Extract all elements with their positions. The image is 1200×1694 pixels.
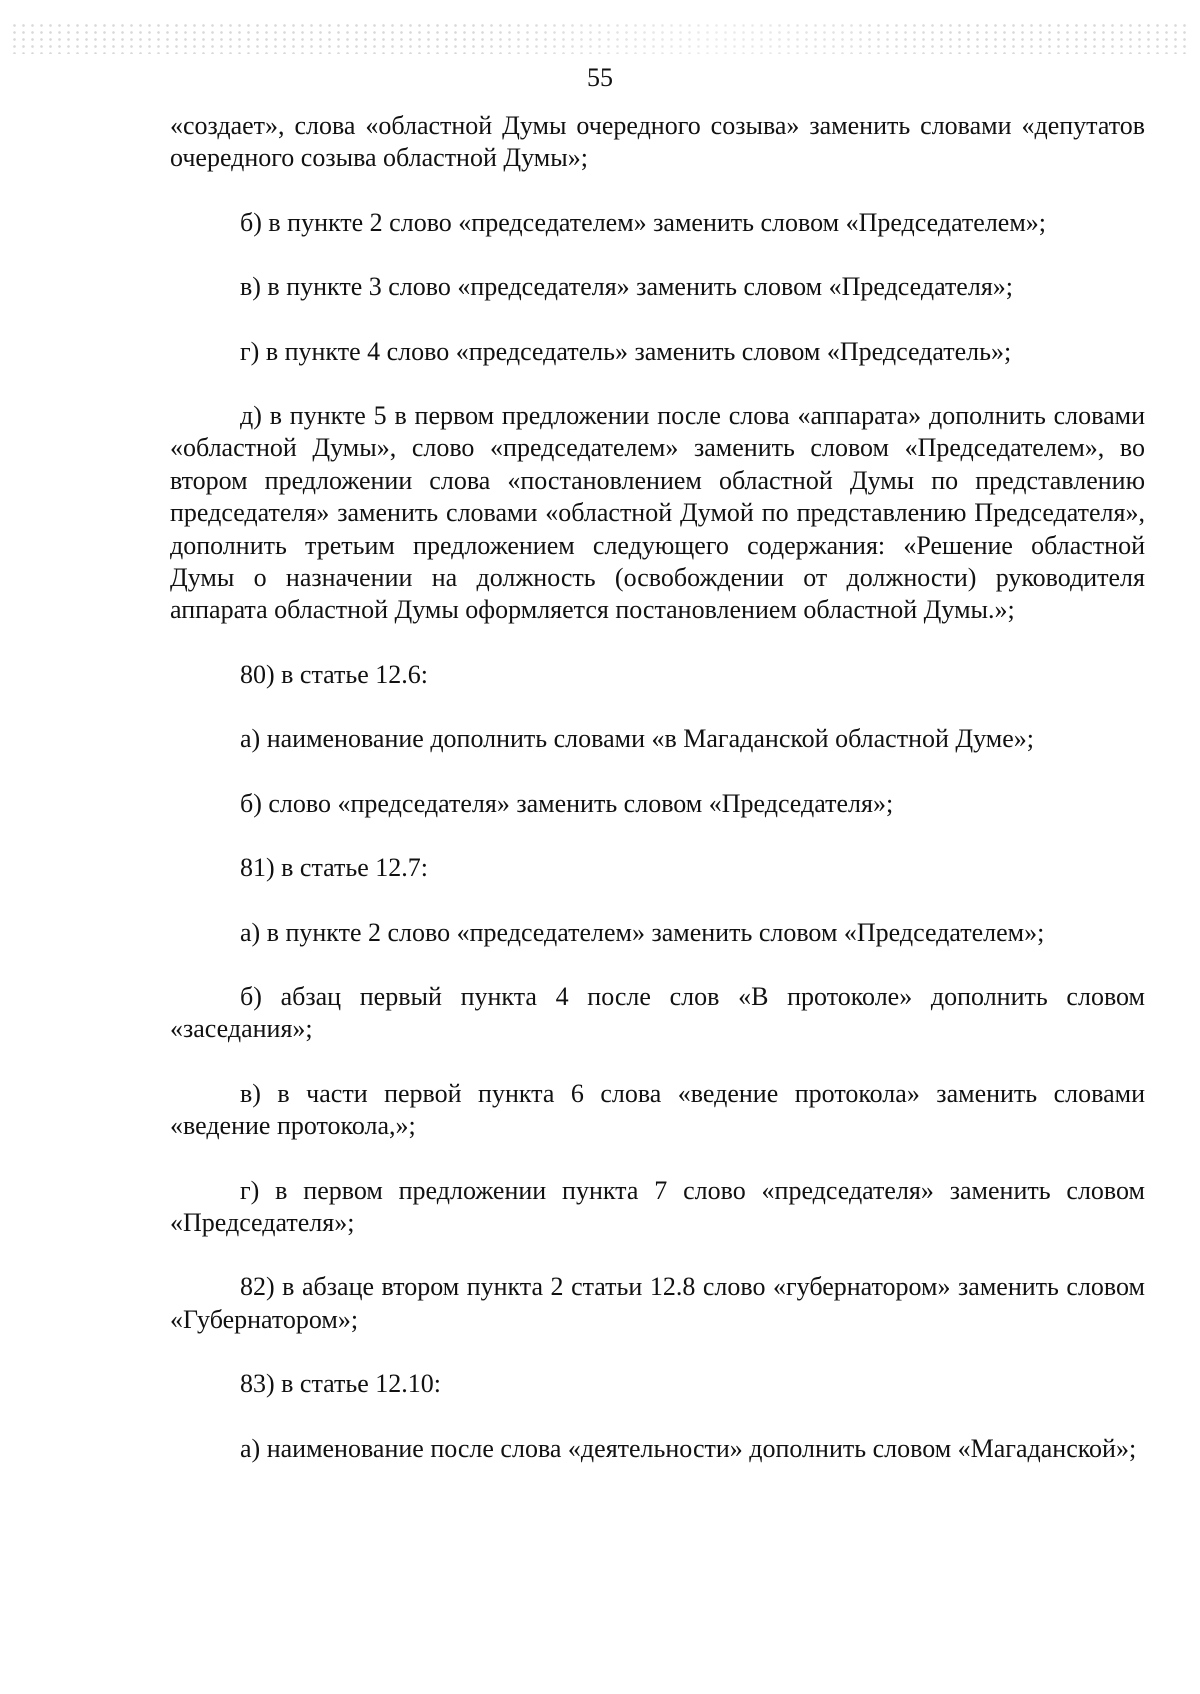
paragraph-item-81: 81) в статье 12.7:	[240, 853, 429, 883]
paragraph-item-81-b: б) абзац первый пункта 4 после слов «В протоколе» дополнить словом «заседания»;	[170, 981, 1145, 1044]
paragraph-continuation: «создает», слова «областной Думы очередного созыва» заменить словами «депутатов очередного созыва областной Думы»;	[170, 111, 1145, 173]
paragraph-item-81-a: а) в пункте 2 слово «председателем» заменить словом «Председателем»;	[240, 917, 1045, 947]
page-number: 55	[587, 63, 613, 92]
paragraph-item-80-b: б) слово «председателя» заменить словом «Председателя»;	[240, 788, 894, 818]
paragraph-item-82: 82) в абзаце втором пункта 2 статьи 12.8 слово «губернатором» заменить словом «Губернатором»;	[170, 1272, 1145, 1334]
paragraph-item-81-g: г) в первом предложении пункта 7 слово «председателя» заменить словом «Председателя»;	[170, 1175, 1145, 1237]
paragraph-item-80-a: а) наименование дополнить словами «в Магаданской областной Думе»;	[240, 724, 1035, 754]
scan-artifact-strip	[10, 22, 1190, 54]
paragraph-item-83-a: а) наименование после слова «деятельности» дополнить словом «Магаданской»;	[240, 1433, 1137, 1463]
paragraph-item-v-point-3: в) в пункте 3 слово «председателя» заменить словом «Председателя»;	[240, 272, 1014, 302]
paragraph-item-83: 83) в статье 12.10:	[240, 1369, 442, 1399]
paragraph-item-d-point-5: д) в пункте 5 в первом предложении после слова «аппарата» дополнить словами «областной Думы», слово «председателем» заменить словом «Председателем», во втором предложении слова «постановлением областной Думы по представлению председателя» заменить словами «областной Думой по представлению Председателя», дополнить третьим предложением следующего содержания: «Решение областной Думы о назначении на должность (освобождении от должности) руководителя аппарата областной Думы оформляется постановлением областной Думы.»;	[170, 401, 1145, 625]
document-body	[170, 110, 1145, 1465]
paragraph-item-80: 80) в статье 12.6:	[240, 659, 429, 689]
paragraph-item-81-v: в) в части первой пункта 6 слова «ведение протокола» заменить словами «ведение протокола,»;	[170, 1078, 1145, 1141]
paragraph-item-b-point-2: б) в пункте 2 слово «председателем» заменить словом «Председателем»;	[240, 207, 1047, 237]
paragraph-item-g-point-4: г) в пункте 4 слово «председатель» заменить словом «Председатель»;	[240, 336, 1012, 366]
